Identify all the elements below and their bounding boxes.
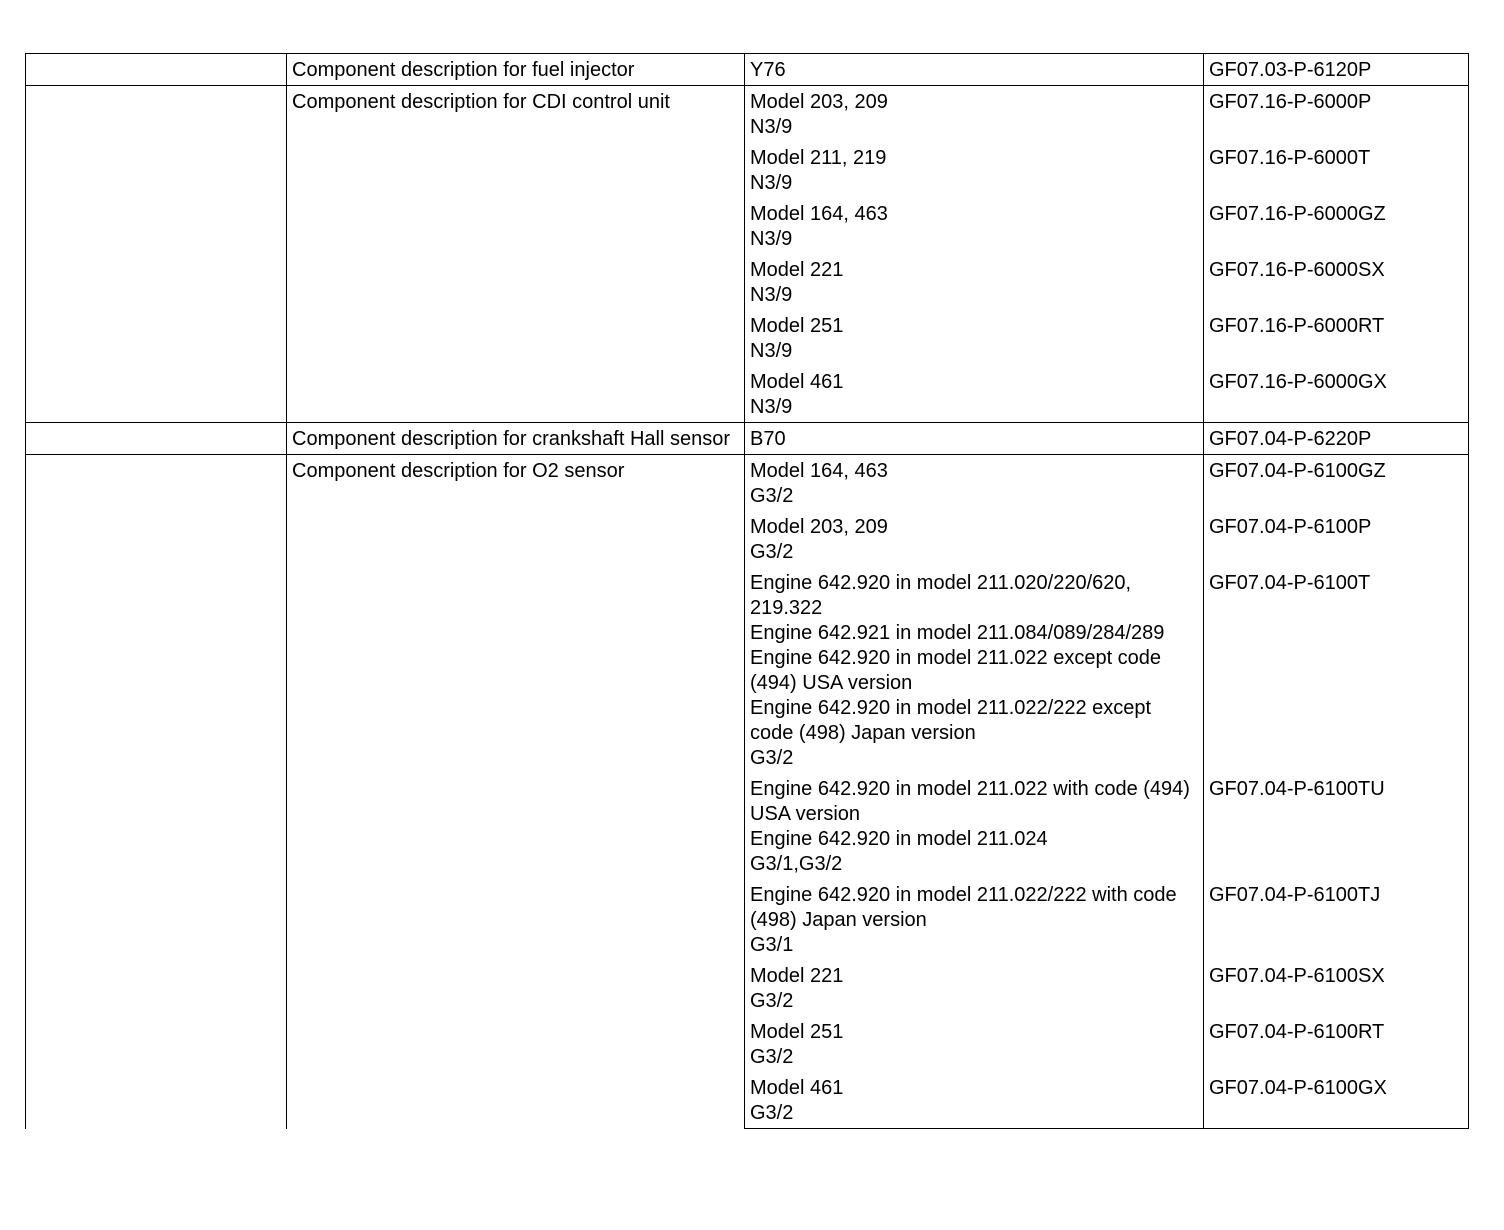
applicability-line: N3/9 (750, 340, 793, 362)
applicability-cell (745, 254, 1204, 310)
document-number-cell: GF07.03-P-6120P (1204, 54, 1469, 86)
blank-cell (26, 86, 287, 423)
applicability-line: Engine 642.920 in model 211.024 (750, 828, 1048, 850)
applicability-line: Model 211, 219 (750, 147, 887, 169)
document-number-cell: GF07.16-P-6000GX (1204, 366, 1469, 423)
applicability-line: G3/1,G3/2 (750, 853, 843, 875)
document-number-cell: GF07.04-P-6100SX (1204, 960, 1469, 1016)
document-number-cell: GF07.16-P-6000P (1204, 86, 1469, 143)
applicability-line: G3/2 (750, 747, 794, 769)
applicability-cell (745, 567, 1204, 773)
table-row (26, 455, 1469, 512)
applicability-line: Engine 642.920 in model 211.020/220/620, 219.322 (750, 572, 1132, 619)
applicability-line: Model 221 (750, 965, 844, 987)
document-number-cell: GF07.16-P-6000RT (1204, 310, 1469, 366)
applicability-cell (745, 773, 1204, 879)
applicability-line: N3/9 (750, 284, 793, 306)
applicability-line: N3/9 (750, 228, 793, 250)
applicability-line: Y76 (750, 59, 786, 81)
applicability-line: Engine 642.920 in model 211.022 except code (494) USA version (750, 647, 1162, 694)
applicability-cell (745, 310, 1204, 366)
applicability-cell (745, 54, 1204, 86)
document-number-cell: GF07.16-P-6000SX (1204, 254, 1469, 310)
applicability-line: Engine 642.920 in model 211.022 with code (494) USA version (750, 778, 1190, 825)
table-row (26, 86, 1469, 143)
applicability-line: Model 221 (750, 259, 844, 281)
document-number-cell: GF07.04-P-6100RT (1204, 1016, 1469, 1072)
applicability-line: Model 251 (750, 315, 844, 337)
applicability-line: Model 164, 463 (750, 460, 888, 482)
table-row (26, 423, 1469, 455)
document-number-cell: GF07.16-P-6000T (1204, 142, 1469, 198)
applicability-line: G3/1 (750, 934, 794, 956)
blank-cell (26, 423, 287, 455)
applicability-cell (745, 366, 1204, 423)
applicability-cell (745, 1072, 1204, 1129)
applicability-cell (745, 198, 1204, 254)
document-number-cell: GF07.04-P-6100T (1204, 567, 1469, 773)
document-number-cell: GF07.04-P-6100GZ (1204, 455, 1469, 512)
applicability-line: Model 461 (750, 371, 844, 393)
applicability-line: G3/2 (750, 990, 794, 1012)
applicability-line: Engine 642.920 in model 211.022/222 except code (498) Japan version (750, 697, 1152, 744)
applicability-line: Model 164, 463 (750, 203, 888, 225)
applicability-cell (745, 142, 1204, 198)
applicability-line: G3/2 (750, 1046, 794, 1068)
applicability-cell (745, 86, 1204, 143)
applicability-cell (745, 879, 1204, 960)
component-description-cell: Component description for fuel injector (287, 54, 745, 86)
applicability-line: B70 (750, 428, 786, 450)
document-number-cell: GF07.04-P-6100P (1204, 511, 1469, 567)
applicability-cell (745, 423, 1204, 455)
table-body (26, 54, 1469, 1129)
applicability-line: Engine 642.921 in model 211.084/089/284/289 (750, 622, 1165, 644)
applicability-line: N3/9 (750, 396, 793, 418)
component-description-cell: Component description for crankshaft Hall sensor (287, 423, 745, 455)
applicability-line: Engine 642.920 in model 211.022/222 with code (498) Japan version (750, 884, 1177, 931)
applicability-cell (745, 511, 1204, 567)
component-description-cell: Component description for CDI control unit (287, 86, 745, 423)
applicability-cell (745, 1016, 1204, 1072)
document-number-cell: GF07.04-P-6100GX (1204, 1072, 1469, 1129)
applicability-line: N3/9 (750, 172, 793, 194)
applicability-line: G3/2 (750, 541, 794, 563)
applicability-cell (745, 960, 1204, 1016)
blank-cell (26, 54, 287, 86)
applicability-line: Model 203, 209 (750, 91, 888, 113)
document-number-cell: GF07.04-P-6100TU (1204, 773, 1469, 879)
applicability-line: N3/9 (750, 116, 793, 138)
table-row (26, 54, 1469, 86)
document-number-cell: GF07.04-P-6220P (1204, 423, 1469, 455)
applicability-line: Model 251 (750, 1021, 844, 1043)
document-number-cell: GF07.16-P-6000GZ (1204, 198, 1469, 254)
component-reference-table (25, 53, 1469, 1129)
applicability-line: G3/2 (750, 1102, 794, 1124)
document-number-cell: GF07.04-P-6100TJ (1204, 879, 1469, 960)
applicability-line: Model 203, 209 (750, 516, 888, 538)
component-description-cell: Component description for O2 sensor (287, 455, 745, 1129)
applicability-line: Model 461 (750, 1077, 844, 1099)
applicability-line: G3/2 (750, 485, 794, 507)
applicability-cell (745, 455, 1204, 512)
blank-cell (26, 455, 287, 1129)
